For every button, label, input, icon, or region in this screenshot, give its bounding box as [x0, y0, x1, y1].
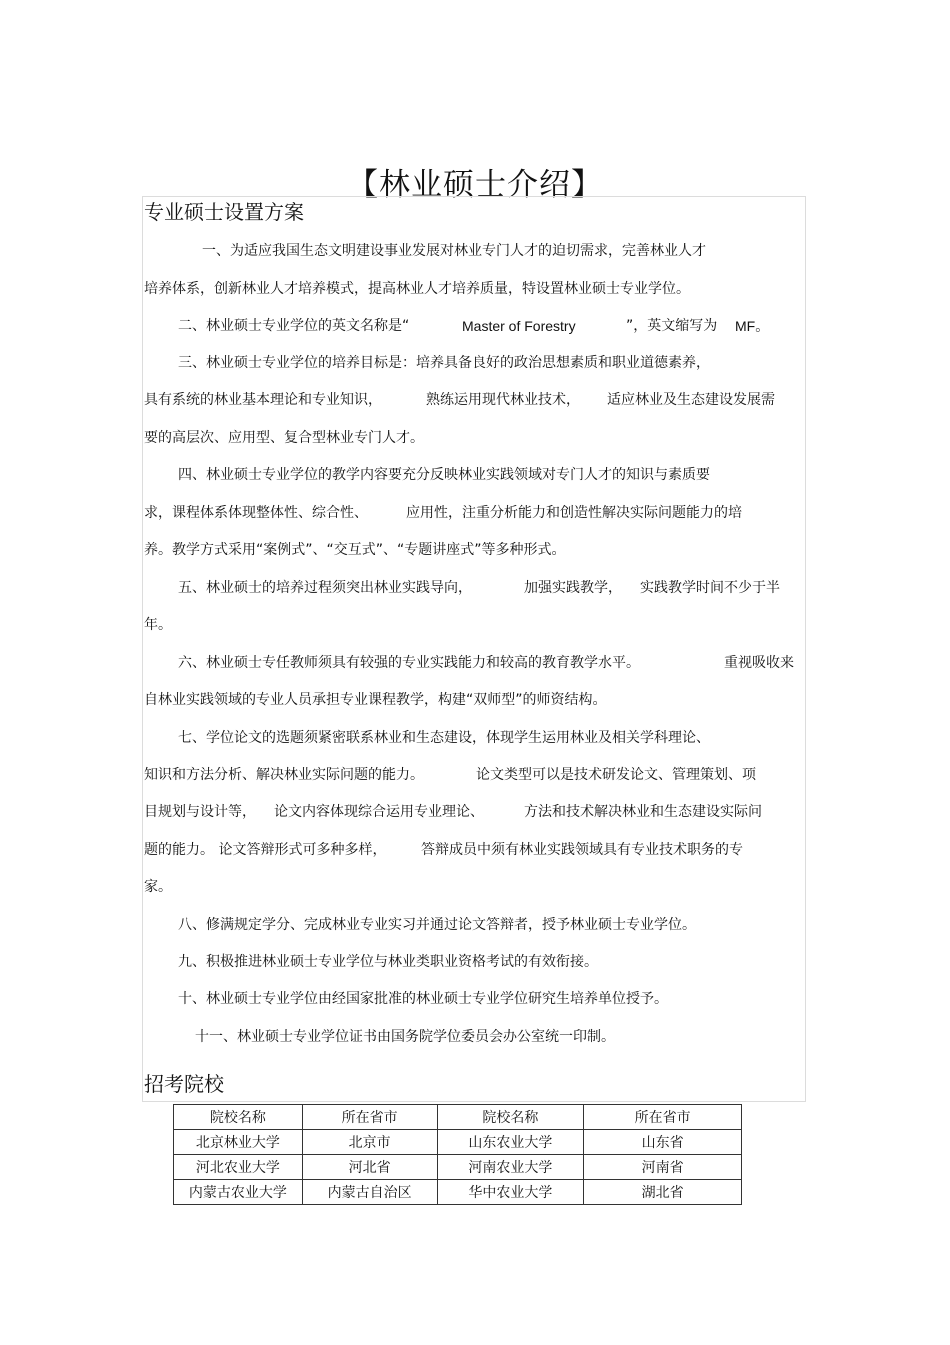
page-title: 【林业硕士介绍】 [347, 166, 603, 203]
plan-para10: 十、林业硕士专业学位由经国家批准的林业硕士专业学位研究生培养单位授予。 [178, 991, 668, 1007]
table-cell: 山东省 [584, 1130, 742, 1155]
plan-para3-line3: 要的高层次、应用型、复合型林业专门人才。 [144, 430, 424, 446]
table-row [174, 1155, 742, 1180]
table-row [174, 1180, 742, 1205]
plan-para4-line2b: 应用性，注重分析能力和创造性解决实际问题能力的培 [406, 505, 742, 521]
section-heading-schools: 招考院校 [144, 1072, 224, 1096]
section-heading-plan: 专业硕士设置方案 [144, 200, 304, 224]
table-cell: 内蒙古自治区 [302, 1180, 437, 1205]
header-cell: 院校名称 [437, 1105, 584, 1130]
plan-para7-line3c: 方法和技术解决林业和生态建设实际问 [524, 804, 762, 820]
plan-para2-middle: ”，英文缩写为 [626, 318, 718, 334]
table-cell: 华中农业大学 [437, 1180, 584, 1205]
english-name: Master of Forestry [462, 318, 576, 334]
table-cell: 河南省 [584, 1155, 742, 1180]
plan-para7-line4b: 答辩成员中须有林业实践领域具有专业技术职务的专 [421, 842, 743, 858]
table-cell: 河南农业大学 [437, 1155, 584, 1180]
header-cell: 所在省市 [302, 1105, 437, 1130]
plan-para3-line1: 三、林业硕士专业学位的培养目标是：培养具备良好的政治思想素质和职业道德素养， [178, 355, 710, 371]
table-cell: 河北农业大学 [174, 1155, 303, 1180]
table-row [174, 1130, 742, 1155]
plan-para7-line5: 家。 [144, 879, 172, 895]
header-cell: 院校名称 [174, 1105, 303, 1130]
plan-para3-line2b: 熟练运用现代林业技术， [426, 392, 580, 408]
plan-para4-line1: 四、林业硕士专业学位的教学内容要充分反映林业实践领域对专门人才的知识与素质要 [178, 467, 710, 483]
schools-table [173, 1104, 742, 1205]
plan-para5-line1a: 五、林业硕士的培养过程须突出林业实践导向， [178, 580, 472, 596]
table-cell: 山东农业大学 [437, 1130, 584, 1155]
plan-para9: 九、积极推进林业硕士专业学位与林业类职业资格考试的有效衔接。 [178, 954, 598, 970]
plan-para2-prefix: 二、林业硕士专业学位的英文名称是“ [178, 318, 410, 334]
english-abbreviation: MF。 [735, 318, 770, 334]
table-header-row [174, 1105, 742, 1130]
table-cell: 河北省 [302, 1155, 437, 1180]
table-cell: 内蒙古农业大学 [174, 1180, 303, 1205]
plan-para7-line3b: 论文内容体现综合运用专业理论、 [274, 804, 484, 820]
table-cell: 北京市 [302, 1130, 437, 1155]
plan-para3-line2a: 具有系统的林业基本理论和专业知识， [144, 392, 382, 408]
plan-para7-line3a: 目规划与设计等， [144, 804, 256, 820]
plan-para7-line1: 七、学位论文的选题须紧密联系林业和生态建设，体现学生运用林业及相关学科理论、 [178, 730, 710, 746]
plan-para6-line1a: 六、林业硕士专任教师须具有较强的专业实践能力和较高的教育教学水平。 [178, 655, 640, 671]
plan-para6-line2: 自林业实践领域的专业人员承担专业课程教学，构建“双师型”的师资结构。 [144, 692, 607, 708]
plan-para4-line2a: 求，课程体系体现整体性、综合性、 [144, 505, 368, 521]
plan-para5-line1c: 实践教学时间不少于半 [640, 580, 780, 596]
plan-para1-line2: 培养体系，创新林业人才培养模式，提高林业人才培养质量，特设置林业硕士专业学位。 [144, 281, 690, 297]
header-cell: 所在省市 [584, 1105, 742, 1130]
plan-para6-line1b: 重视吸收来 [724, 655, 794, 671]
table-cell: 北京林业大学 [174, 1130, 303, 1155]
plan-para7-line2a: 知识和方法分析、解决林业实际问题的能力。 [144, 767, 424, 783]
plan-para5-line2: 年。 [144, 617, 172, 633]
plan-para4-line3: 养。教学方式采用“案例式”、“交互式”、“专题讲座式”等多种形式。 [144, 542, 566, 558]
plan-para1-line1: 一、为适应我国生态文明建设事业发展对林业专门人才的迫切需求，完善林业人才 [202, 243, 706, 259]
plan-para7-line4a: 题的能力。 论文答辩形式可多种多样， [144, 842, 387, 858]
plan-para3-line2c: 适应林业及生态建设发展需 [607, 392, 775, 408]
plan-para5-line1b: 加强实践教学， [524, 580, 622, 596]
table-cell: 湖北省 [584, 1180, 742, 1205]
plan-para8: 八、修满规定学分、完成林业专业实习并通过论文答辩者，授予林业硕士专业学位。 [178, 917, 696, 933]
plan-para11: 十一、林业硕士专业学位证书由国务院学位委员会办公室统一印制。 [195, 1029, 615, 1045]
plan-para7-line2b: 论文类型可以是技术研发论文、管理策划、项 [476, 767, 756, 783]
